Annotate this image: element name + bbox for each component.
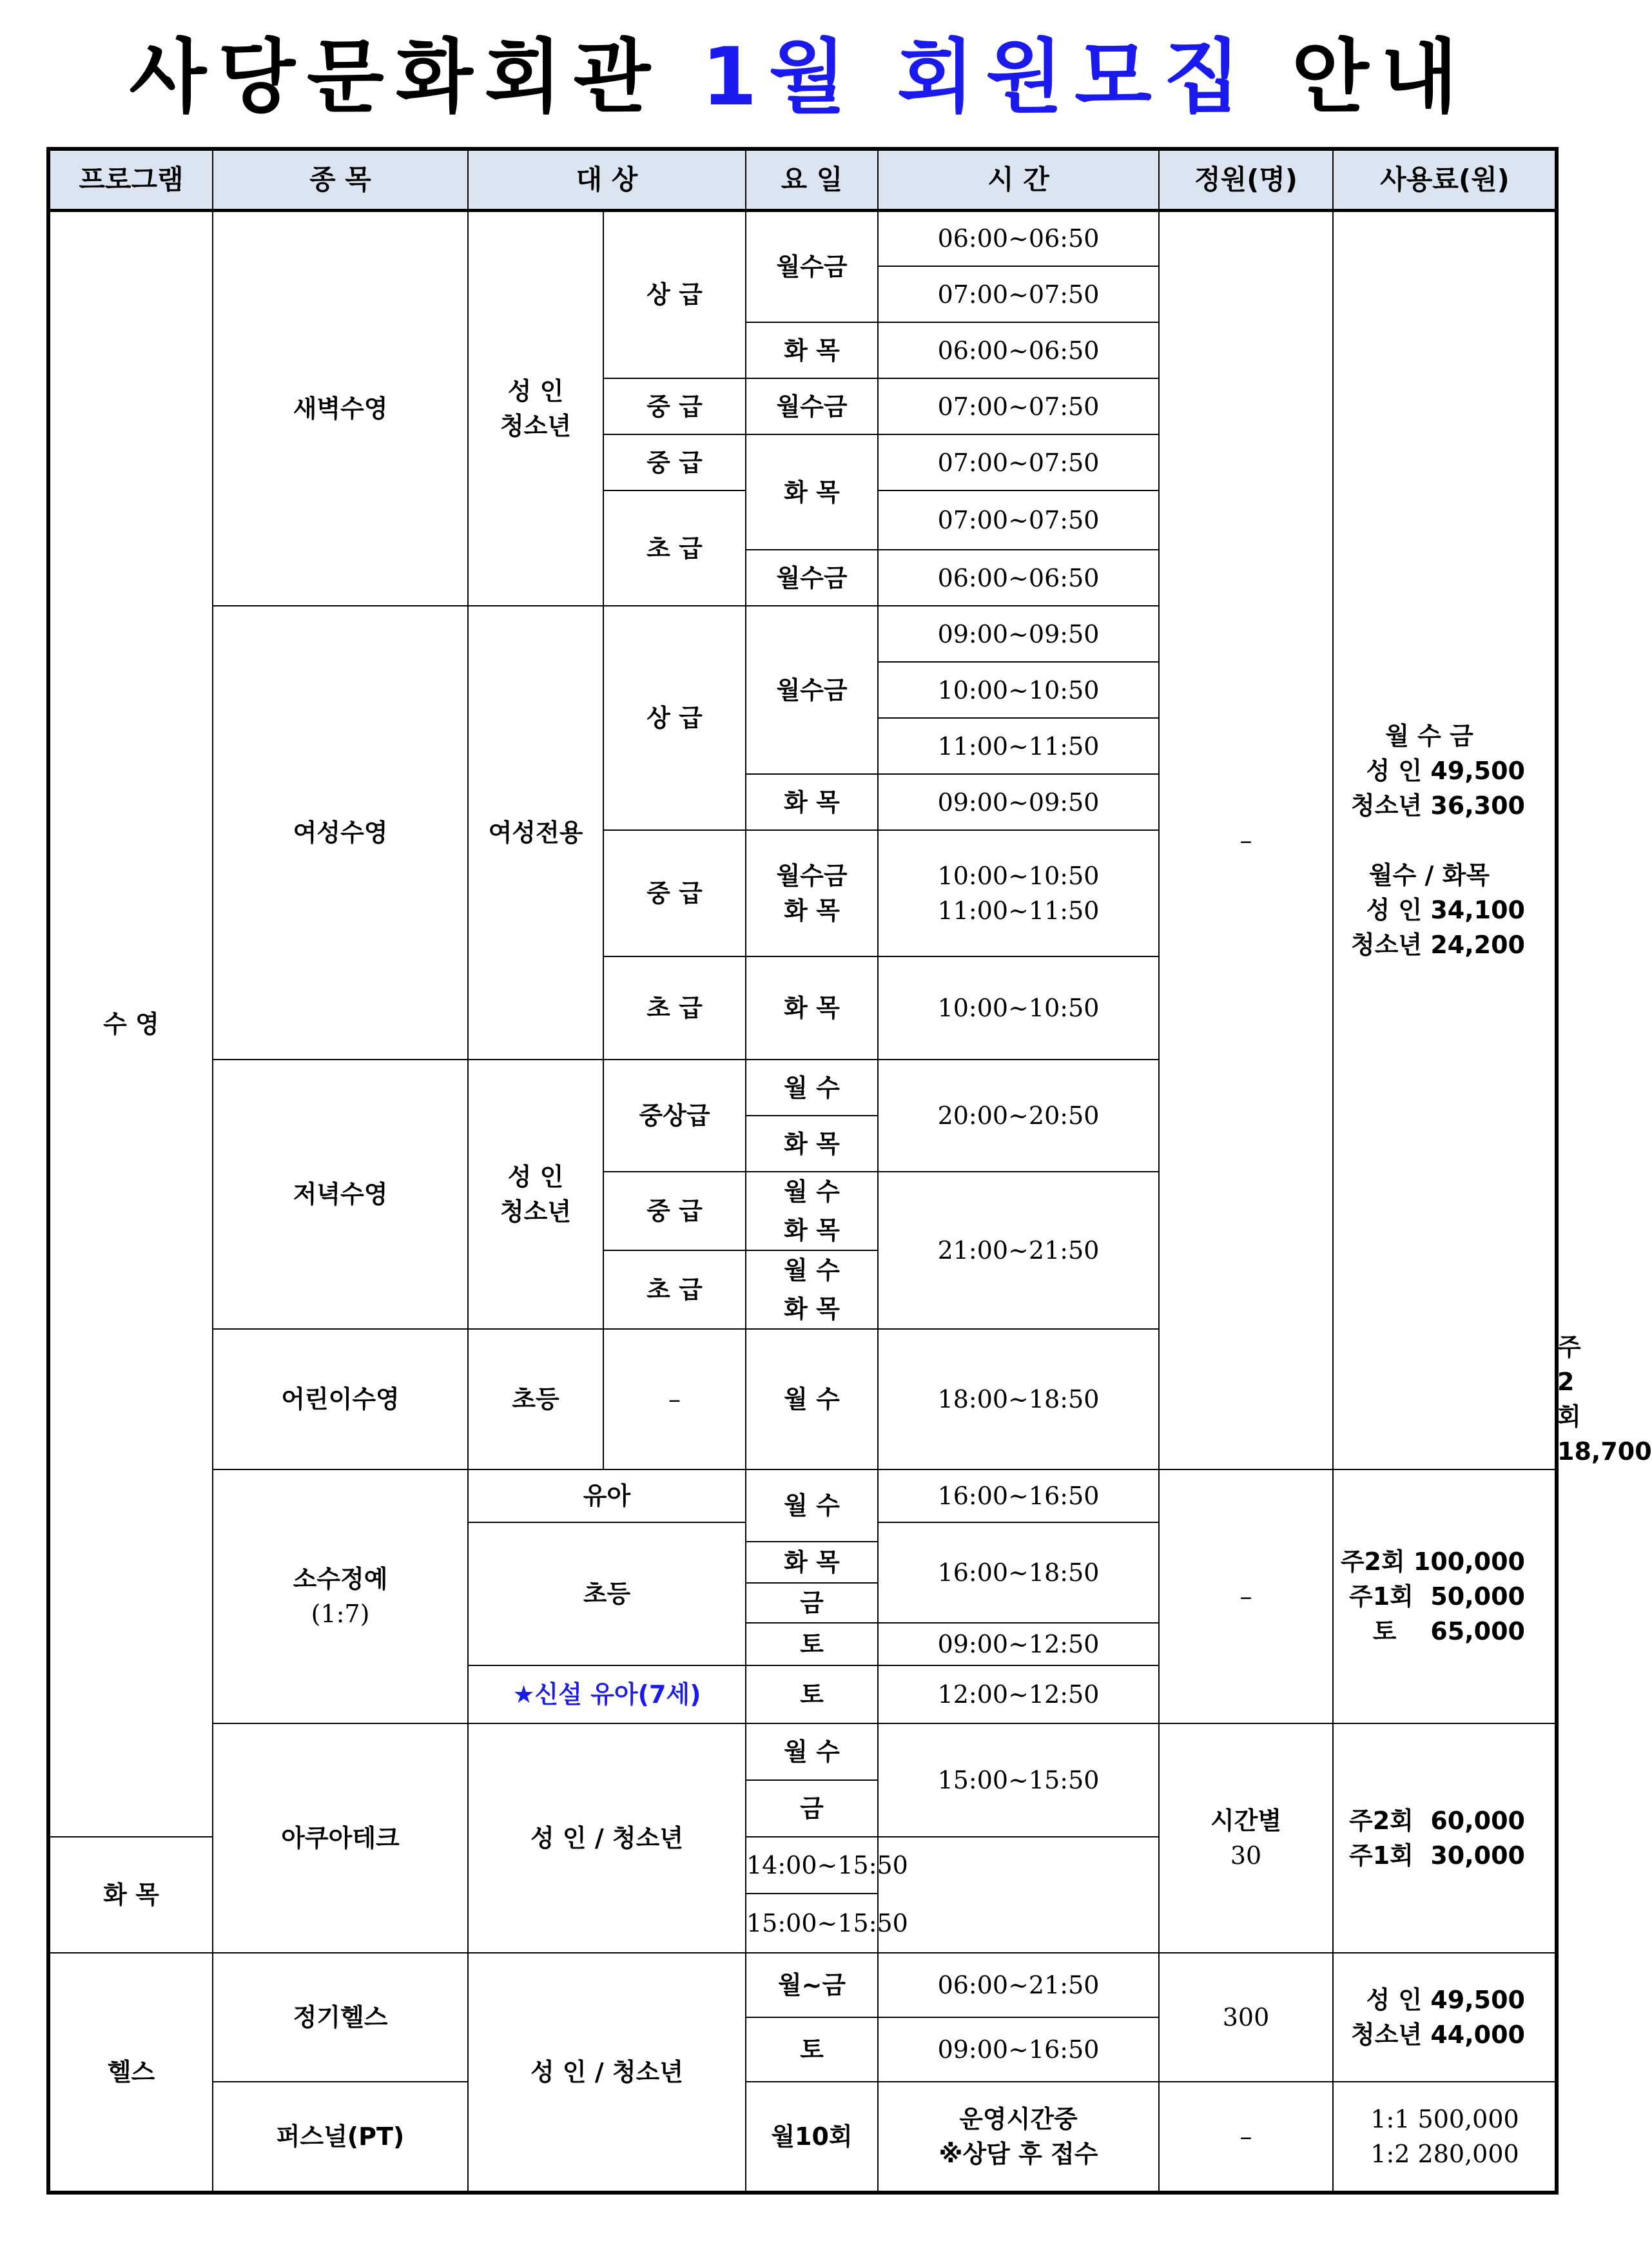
time-cell: 14:00~15:50 xyxy=(746,1837,878,1894)
fee-pt-1to2: 1:2 280,000 xyxy=(1370,2140,1519,2168)
time-cell: 06:00~21:50 xyxy=(878,1953,1159,2017)
table-row xyxy=(48,2082,1557,2193)
fee-pt-1to1: 1:1 500,000 xyxy=(1370,2105,1519,2133)
header-capacity: 정원(명) xyxy=(1159,149,1333,210)
level-cell: 초 급 xyxy=(603,490,746,606)
time-cell: 16:00~18:50 xyxy=(878,1522,1159,1623)
time-cell: 12:00~12:50 xyxy=(878,1665,1159,1723)
days-cell: 월 수 xyxy=(746,1060,878,1116)
item-evening-swim: 저녁수영 xyxy=(213,1060,468,1329)
header-fee: 사용료(원) xyxy=(1333,149,1557,210)
level-cell: 상 급 xyxy=(603,606,746,830)
days-fri: 금 xyxy=(800,1589,824,1617)
level-cell: 중 급 xyxy=(603,830,746,956)
time-cell: 10:00~10:50 xyxy=(878,662,1159,718)
time-cell: 07:00~07:50 xyxy=(878,490,1159,550)
time-cell: 09:00~09:50 xyxy=(878,774,1159,830)
days-mw: 월 수 xyxy=(784,1178,840,1206)
fee-swim xyxy=(1333,210,1557,1469)
target-elementary: 초등 xyxy=(468,1522,746,1665)
days-cell: 화 목 xyxy=(48,1837,213,1953)
fee-swim-youth1: 청소년 36,300 xyxy=(1351,791,1525,820)
program-swim: 수 영 xyxy=(48,210,213,1837)
time-cell: 10:00~10:50 xyxy=(878,956,1159,1060)
time-1000: 10:00~10:50 xyxy=(937,862,1100,890)
fee-aqua-2x: 주2회 60,000 xyxy=(1349,1807,1525,1835)
days-cell: 월수금 xyxy=(746,378,878,434)
level-cell: 상 급 xyxy=(603,210,746,378)
fee-small-2x: 주2회 100,000 xyxy=(1340,1547,1525,1576)
capacity-per-time: 시간별 xyxy=(1210,1807,1282,1835)
time-cell: 09:00~16:50 xyxy=(878,2017,1159,2082)
fee-swim-tt: 월수 / 화목 xyxy=(1368,860,1490,889)
level-cell: 중상급 xyxy=(603,1060,746,1172)
time-op-note: ※상담 후 접수 xyxy=(938,2140,1098,2168)
time-cell xyxy=(878,2082,1159,2193)
days-cell xyxy=(746,1542,878,1623)
time-cell: 07:00~07:50 xyxy=(878,434,1159,490)
target-adult: 성 인 xyxy=(507,376,564,405)
level-cell: – xyxy=(603,1329,746,1469)
program-health: 헬스 xyxy=(48,1953,213,2193)
target-preschool: 유아 xyxy=(468,1469,746,1522)
schedule-table xyxy=(46,147,1652,2195)
capacity-pt: – xyxy=(1159,2082,1333,2193)
time-cell: 20:00~20:50 xyxy=(878,1060,1159,1172)
item-small-ratio: (1:7) xyxy=(311,1600,370,1628)
days-tt: 화 목 xyxy=(784,1295,840,1323)
target-aqua: 성 인 / 청소년 xyxy=(468,1723,746,1953)
time-cell xyxy=(878,830,1159,956)
fee-small-1x: 주1회 50,000 xyxy=(1349,1582,1525,1611)
item-small-label: 소수정예 xyxy=(293,1565,388,1593)
level-cell: 중 급 xyxy=(603,378,746,434)
time-cell: 18:00~18:50 xyxy=(878,1329,1159,1469)
capacity-gym: 300 xyxy=(1159,1953,1333,2082)
days-cell: 토 xyxy=(746,1665,878,1723)
days-mwf: 월수금 xyxy=(776,862,848,890)
days-cell xyxy=(746,1172,878,1250)
time-cell: 06:00~06:50 xyxy=(878,210,1159,266)
fee-aqua-1x: 주1회 30,000 xyxy=(1349,1841,1525,1870)
table-row xyxy=(48,1469,1557,1522)
page-title xyxy=(0,26,1599,129)
title-venue: 사당문화회관 xyxy=(129,31,663,124)
fee-swim-mwf: 월 수 금 xyxy=(1385,721,1473,750)
item-pt: 퍼스널(PT) xyxy=(213,2082,468,2193)
days-tt: 화 목 xyxy=(784,1216,840,1245)
time-cell: 15:00~15:50 xyxy=(746,1894,878,1953)
days-cell xyxy=(746,1250,878,1329)
time-cell: 09:00~12:50 xyxy=(878,1623,1159,1665)
time-cell: 21:00~21:50 xyxy=(878,1172,1159,1329)
days-cell: 토 xyxy=(746,2017,878,2082)
days-cell: 금 xyxy=(746,1780,878,1837)
fee-swim-adult2: 성 인 34,100 xyxy=(1366,895,1525,924)
title-highlight: 1월 회원모집 xyxy=(701,31,1252,124)
target-women: 여성전용 xyxy=(468,606,603,1060)
capacity-aqua-num: 30 xyxy=(1230,1841,1262,1870)
days-cell: 월10회 xyxy=(746,2082,878,2193)
header-item: 종 목 xyxy=(213,149,468,210)
header-time: 시 간 xyxy=(878,149,1159,210)
time-cell: 16:00~16:50 xyxy=(878,1469,1159,1522)
days-cell: 월 수 xyxy=(746,1469,878,1542)
header-row xyxy=(48,149,1557,210)
item-small-group xyxy=(213,1469,468,1723)
target-adult: 성 인 xyxy=(507,1163,564,1191)
time-cell: 06:00~06:50 xyxy=(878,550,1159,606)
time-cell: 09:00~09:50 xyxy=(878,606,1159,662)
item-women-swim: 여성수영 xyxy=(213,606,468,1060)
header-days: 요 일 xyxy=(746,149,878,210)
table-row xyxy=(48,1723,1557,1780)
fee-small xyxy=(1333,1469,1557,1723)
fee-gym xyxy=(1333,1953,1557,2082)
table-row xyxy=(48,1953,1557,2017)
days-tt: 화 목 xyxy=(746,1542,877,1584)
target-dawn xyxy=(468,210,603,606)
days-cell: 월~금 xyxy=(746,1953,878,2017)
target-kids: 초등 xyxy=(468,1329,603,1469)
time-1100: 11:00~11:50 xyxy=(937,897,1100,925)
capacity-swim: – xyxy=(1159,210,1333,1469)
fee-aqua xyxy=(1333,1723,1557,1953)
days-cell: 화 목 xyxy=(746,1116,878,1172)
capacity-aqua xyxy=(1159,1723,1333,1953)
days-cell: 월수금 xyxy=(746,606,878,774)
header-target: 대 상 xyxy=(468,149,746,210)
time-cell: 07:00~07:50 xyxy=(878,266,1159,322)
item-aqua: 아쿠아테크 xyxy=(213,1723,468,1953)
days-cell: 월수금 xyxy=(746,210,878,322)
days-cell: 토 xyxy=(746,1623,878,1665)
days-cell: 화 목 xyxy=(746,956,878,1060)
level-cell: 중 급 xyxy=(603,434,746,490)
header-program: 프로그램 xyxy=(48,149,213,210)
table-row: 어린이수영 초등 – 월 수 18:00~18:50 주2회 18,700 xyxy=(48,1329,1557,1469)
days-cell: 월 수 xyxy=(746,1329,878,1469)
fee-swim-adult1: 성 인 49,500 xyxy=(1366,756,1525,785)
item-dawn-swim: 새벽수영 xyxy=(213,210,468,606)
days-cell: 화 목 xyxy=(746,774,878,830)
time-cell: 15:00~15:50 xyxy=(878,1723,1159,1837)
days-cell: 월수금 xyxy=(746,550,878,606)
item-kids-swim: 어린이수영 xyxy=(213,1329,468,1469)
target-gym: 성 인 / 청소년 xyxy=(468,1953,746,2193)
days-cell: 화 목 xyxy=(746,434,878,550)
time-op-hours: 운영시간중 xyxy=(959,2105,1078,2133)
title-suffix: 안내 xyxy=(1291,31,1470,124)
days-cell: 화 목 xyxy=(746,322,878,378)
fee-small-sat: 토 65,000 xyxy=(1372,1617,1525,1645)
capacity-small: – xyxy=(1159,1469,1333,1723)
fee-gym-youth: 청소년 44,000 xyxy=(1351,2021,1525,2049)
days-mw: 월 수 xyxy=(784,1256,840,1285)
time-cell: 06:00~06:50 xyxy=(878,322,1159,378)
days-tt: 화 목 xyxy=(784,897,840,925)
level-cell: 중 급 xyxy=(603,1172,746,1250)
target-evening xyxy=(468,1060,603,1329)
target-youth: 청소년 xyxy=(500,411,572,440)
days-cell xyxy=(746,830,878,956)
time-cell: 11:00~11:50 xyxy=(878,718,1159,774)
time-cell: 07:00~07:50 xyxy=(878,378,1159,434)
fee-pt xyxy=(1333,2082,1557,2193)
target-youth: 청소년 xyxy=(500,1197,572,1226)
level-cell: 초 급 xyxy=(603,1250,746,1329)
item-gym: 정기헬스 xyxy=(213,1953,468,2082)
fee-swim-youth2: 청소년 24,200 xyxy=(1351,930,1525,959)
days-cell: 월 수 xyxy=(746,1723,878,1780)
table-row xyxy=(48,210,1557,266)
fee-gym-adult: 성 인 49,500 xyxy=(1366,1986,1525,2014)
target-new-preschool: ★신설 유아(7세) xyxy=(468,1665,746,1723)
level-cell: 초 급 xyxy=(603,956,746,1060)
